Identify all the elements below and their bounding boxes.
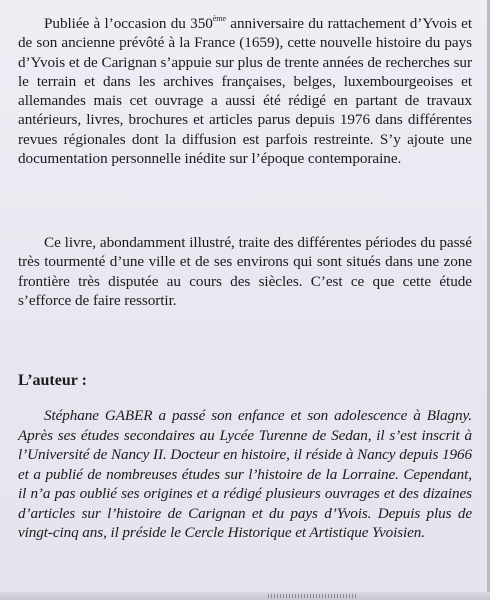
description-text-1-start: Publiée à l’occasion du 350: [44, 15, 213, 32]
description-text-1: [18, 14, 472, 168]
description-paragraph-1: [18, 14, 472, 168]
description-text-2: Ce livre, abondamment illustré, traite des différentes périodes du passé très tourmenté d’une ville et de ses environs qui sont situés dans une zone frontière très disputée au cours des siècles. C’est ce que cette étude s’efforce de faire ressortir.: [18, 234, 472, 309]
ordinal-superscript: ème: [212, 14, 226, 23]
barcode-fragment: [268, 594, 358, 598]
author-heading: L’auteur :: [18, 372, 87, 389]
page-bottom-edge: [0, 592, 490, 600]
author-text: Stéphane GABER a passé son enfance et son adolescence à Blagny. Après ses études secondaires au Lycée Turenne de Sedan, il s’est inscrit à l’Université de Nancy II. Docteur en histoire, il réside à Nancy depuis 1966 et a publié de nombreuses études sur l’histoire de la Lorraine. Cependant, il n’a pas oublié ses origines et a rédigé plusieurs ouvrages et des dizaines d’articles sur l’histoire de Carignan et du pays d’Yvois. Depuis plus de vingt-cinq ans, il préside le Cercle Historique et Artistique Yvoisien.: [18, 407, 472, 541]
author-paragraph: [18, 406, 472, 543]
description-text-1-rest: anniversaire du rattachement d’Yvois et de son ancienne prévôté à la France (1659), cette nouvelle histoire du pays d’Yvois et de Carignan s’appuie sur plus de trente années de recherches sur le terrain et dans les archives françaises, belges, luxembourgeoises et allemandes mais cet ouvrage a aussi été rédigé en partant de travaux antérieurs, livres, brochures et articles parus depuis 1976 dans différentes revues régionales dont la diffusion est parfois restreinte. S’y ajoute une documentation personnelle inédite sur l’époque contemporaine.: [18, 15, 473, 168]
description-paragraph-2: [18, 233, 472, 310]
